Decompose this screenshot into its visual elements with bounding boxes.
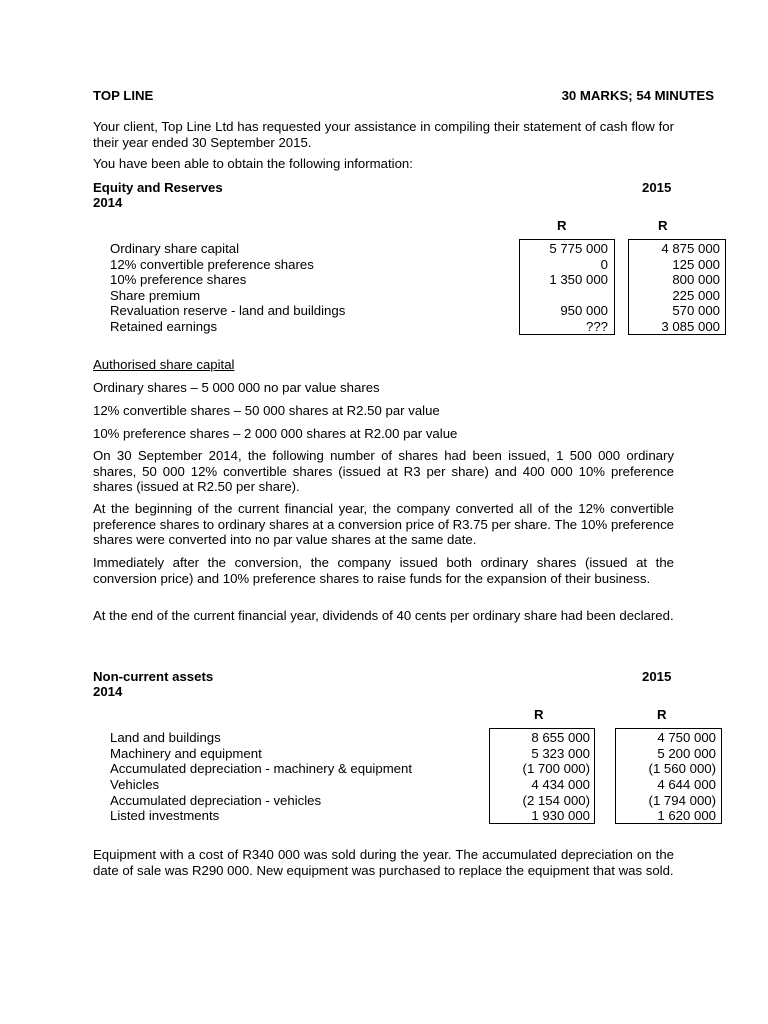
info-paragraph: You have been able to obtain the following information: — [93, 156, 413, 171]
equity-row-2014: 125 000 — [672, 257, 720, 272]
equity-year-2015: 2015 — [642, 180, 672, 195]
equity-row-label: 12% convertible preference shares — [110, 257, 314, 272]
noncurrent-row-2014: (1 794 000) — [648, 793, 716, 808]
equity-row-2015: 1 350 000 — [549, 272, 608, 287]
issued-shares-paragraph: On 30 September 2014, the following number of shares had been issued, 1 500 000 ordinary shares, 50 000 12% convertible shares (issued at R3 per share) and 400 000 10% preference shares (issued at R2.50 per share). — [93, 448, 674, 494]
noncurrent-row-2015: 1 930 000 — [531, 808, 590, 823]
noncurrent-row-label: Land and buildings — [110, 730, 221, 745]
equity-row-2015: ??? — [585, 319, 608, 334]
noncurrent-row-2015: (2 154 000) — [522, 793, 590, 808]
equity-row-2014: 570 000 — [672, 303, 720, 318]
equity-row-2014: 225 000 — [672, 288, 720, 303]
equity-year-2014: 2014 — [93, 195, 123, 210]
authorised-heading: Authorised share capital — [93, 357, 235, 372]
noncurrent-row-label: Listed investments — [110, 808, 220, 823]
issue-paragraph: Immediately after the conversion, the company issued both ordinary shares (issued at the conversion price) and 10% preference shares to raise funds for the expansion of their business. — [93, 555, 674, 586]
noncurrent-row-label: Machinery and equipment — [110, 746, 262, 761]
equity-heading: Equity and Reserves — [93, 180, 223, 195]
equity-row-2015: 5 775 000 — [549, 241, 608, 256]
dividend-paragraph: At the end of the current financial year, dividends of 40 cents per ordinary share had been declared. — [93, 608, 674, 623]
noncurrent-row-label: Accumulated depreciation - vehicles — [110, 793, 322, 808]
authorised-line: Ordinary shares – 5 000 000 no par value shares — [93, 380, 380, 395]
noncurrent-row-2015: 5 323 000 — [531, 746, 590, 761]
noncurrent-currency-b: R — [657, 707, 667, 722]
conversion-paragraph: At the beginning of the current financial year, the company converted all of the 12% convertible preference shares to ordinary shares at a conversion price of R3.75 per share. The 10% preference shares were converted into no par value shares at the same date. — [93, 501, 674, 547]
noncurrent-year-2014: 2014 — [93, 684, 123, 699]
equipment-paragraph: Equipment with a cost of R340 000 was sold during the year. The accumulated depreciation on the date of sale was R290 000. New equipment was purchased to replace the equipment that was sold. — [93, 847, 674, 878]
authorised-line: 12% convertible shares – 50 000 shares at R2.50 par value — [93, 403, 440, 418]
noncurrent-row-2014: 4 644 000 — [657, 777, 716, 792]
equity-row-label: 10% preference shares — [110, 272, 247, 287]
noncurrent-row-2014: 5 200 000 — [657, 746, 716, 761]
noncurrent-row-2014: 4 750 000 — [657, 730, 716, 745]
noncurrent-row-2014: 1 620 000 — [657, 808, 716, 823]
equity-row-2015: 950 000 — [560, 303, 608, 318]
noncurrent-row-2015: (1 700 000) — [522, 761, 590, 776]
noncurrent-row-label: Vehicles — [110, 777, 160, 792]
equity-row-label: Retained earnings — [110, 319, 218, 334]
equity-row-2015: 0 — [600, 257, 608, 272]
marks-label: 30 MARKS; 54 MINUTES — [561, 88, 714, 103]
equity-row-2014: 3 085 000 — [661, 319, 720, 334]
equity-row-2014: 800 000 — [672, 272, 720, 287]
equity-row-label: Ordinary share capital — [110, 241, 240, 256]
intro-paragraph: Your client, Top Line Ltd has requested your assistance in compiling their statement of cash flow for their year ended 30 September 2015. — [93, 119, 674, 150]
noncurrent-row-2014: (1 560 000) — [648, 761, 716, 776]
noncurrent-year-2015: 2015 — [642, 669, 672, 684]
authorised-line: 10% preference shares – 2 000 000 shares at R2.00 par value — [93, 426, 458, 441]
equity-row-label: Revaluation reserve - land and buildings — [110, 303, 346, 318]
equity-currency-a: R — [557, 218, 567, 233]
noncurrent-currency-a: R — [534, 707, 544, 722]
noncurrent-row-2015: 4 434 000 — [531, 777, 590, 792]
page-title: TOP LINE — [93, 88, 154, 103]
equity-currency-b: R — [658, 218, 668, 233]
noncurrent-row-2015: 8 655 000 — [531, 730, 590, 745]
equity-row-label: Share premium — [110, 288, 201, 303]
equity-row-2014: 4 875 000 — [661, 241, 720, 256]
noncurrent-row-label: Accumulated depreciation - machinery & equipment — [110, 761, 413, 776]
noncurrent-heading: Non-current assets — [93, 669, 214, 684]
